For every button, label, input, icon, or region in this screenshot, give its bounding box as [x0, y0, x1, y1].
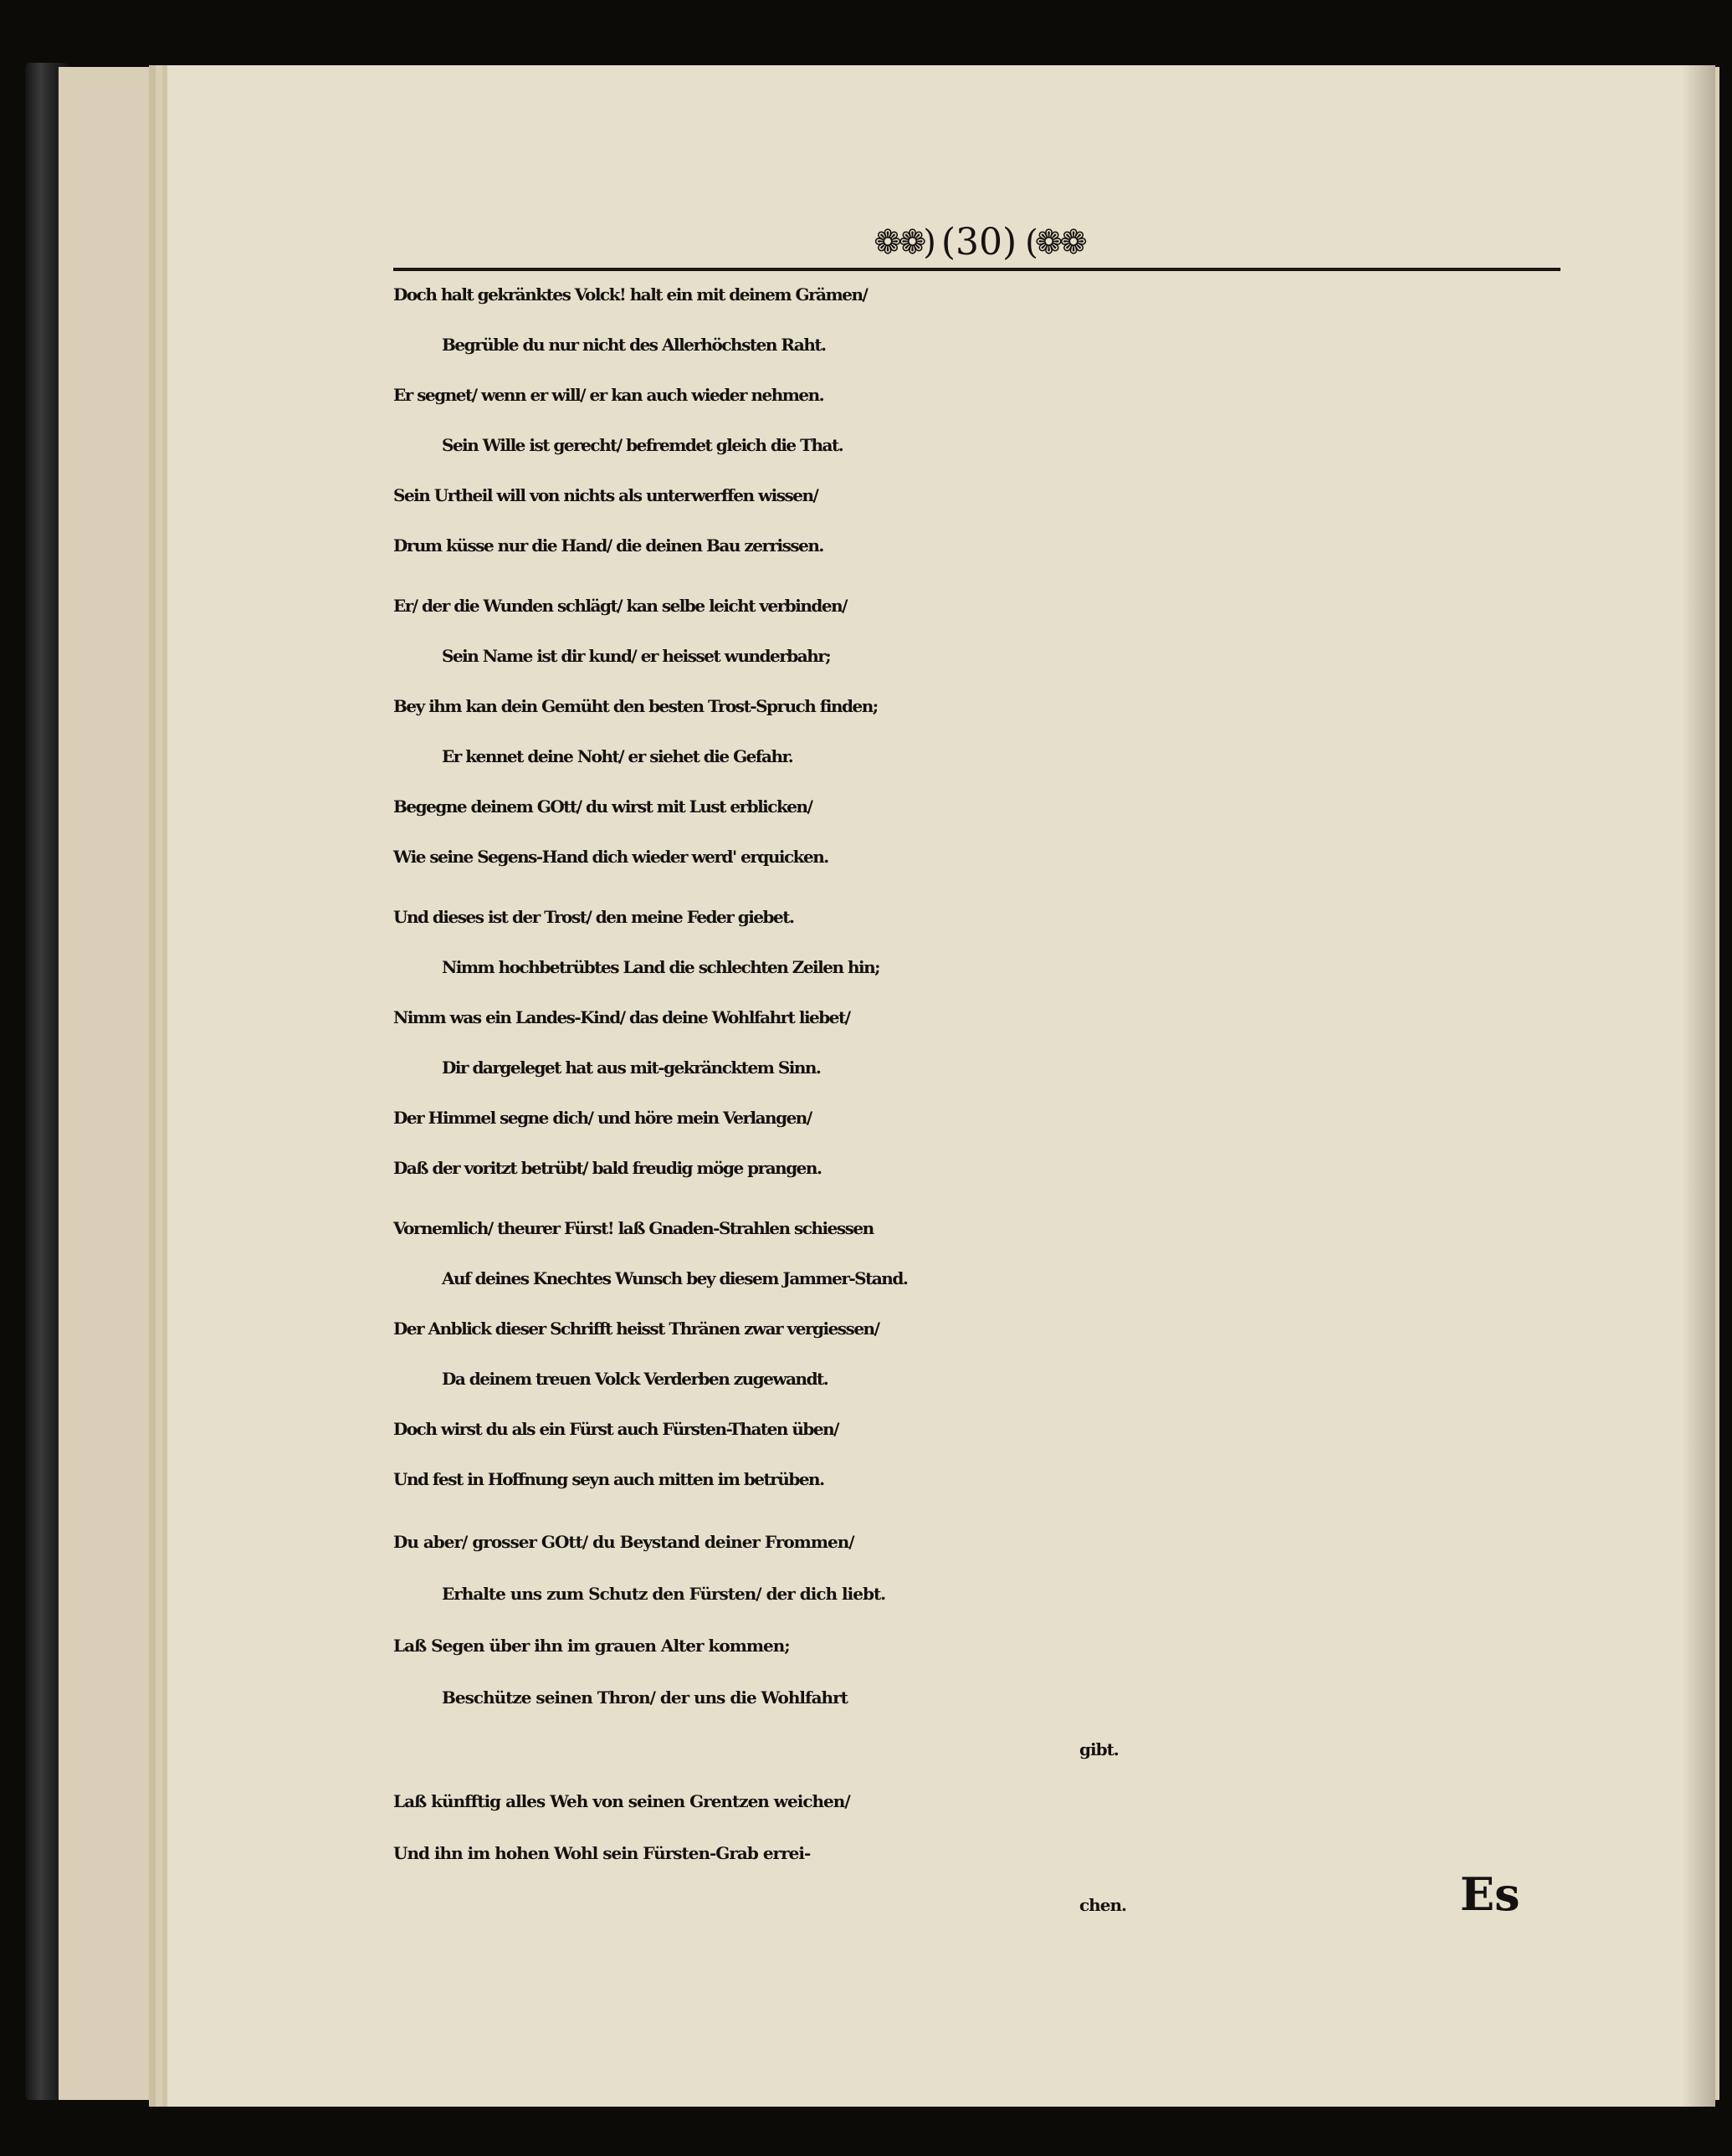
verse-line: Nimm hochbetrübtes Land die schlechten Zeilen hin; — [442, 957, 880, 977]
ornament-left: ❁❁) — [874, 223, 933, 262]
verse-line: Er segnet/ wenn er will/ er kan auch wieder nehmen. — [393, 385, 824, 405]
verse-line: Begegne deinem GOtt/ du wirst mit Lust erblicken/ — [393, 796, 812, 817]
verse-line: Er kennet deine Noht/ er siehet die Gefahr. — [442, 746, 793, 766]
verse-line: Begrüble du nur nicht des Allerhöchsten Raht. — [442, 335, 826, 355]
catchword: Es — [1460, 1867, 1520, 1921]
page-header — [803, 218, 1155, 268]
verse-line: Du aber/ grosser GOtt/ du Beystand deiner Frommen/ — [393, 1532, 854, 1552]
stanza-5 — [393, 1516, 1581, 1931]
verse-line: Und dieses ist der Trost/ den meine Feder giebet. — [393, 907, 794, 927]
verse-line: Da deinem treuen Volck Verderben zugewandt. — [442, 1369, 828, 1389]
verse-line: Sein Name ist dir kund/ er heisset wunderbahr; — [442, 646, 831, 666]
ornament-right: (❁❁ — [1025, 223, 1084, 262]
gutter-shadow — [1682, 65, 1715, 2107]
verse-line: Der Anblick dieser Schrifft heisst Thränen zwar vergiessen/ — [393, 1319, 879, 1339]
verse-line: Doch wirst du als ein Fürst auch Fürsten-Thaten üben/ — [393, 1419, 838, 1439]
verse-line-turnover: gibt. — [1079, 1739, 1119, 1759]
verse-line-turnover: chen. — [1079, 1895, 1126, 1915]
stanza-4 — [393, 1203, 1581, 1504]
verse-line: Laß Segen über ihn im grauen Alter kommen; — [393, 1636, 790, 1656]
verse-line: Daß der voritzt betrübt/ bald freudig möge prangen. — [393, 1158, 822, 1178]
verse-line: Der Himmel segne dich/ und höre mein Verlangen/ — [393, 1108, 812, 1128]
poem-text — [393, 269, 1581, 1915]
verse-line: Wie seine Segens-Hand dich wieder werd' erquicken. — [393, 847, 828, 867]
verse-line: Bey ihm kan dein Gemüht den besten Trost-Spruch finden; — [393, 696, 878, 716]
verse-line: Und ihn im hohen Wohl sein Fürsten-Grab errei- — [393, 1843, 811, 1863]
verse-line: Nimm was ein Landes-Kind/ das deine Wohlfahrt liebet/ — [393, 1007, 850, 1027]
verse-line: Vornemlich/ theurer Fürst! laß Gnaden-Strahlen schiessen — [393, 1218, 874, 1238]
verse-line: Er/ der die Wunden schlägt/ kan selbe leicht verbinden/ — [393, 596, 847, 616]
verse-line: Drum küsse nur die Hand/ die deinen Bau zerrissen. — [393, 535, 823, 556]
verse-line: Sein Urtheil will von nichts als unterwerffen wissen/ — [393, 485, 818, 505]
stanza-3 — [393, 892, 1581, 1193]
verse-line: Laß künfftig alles Weh von seinen Grentzen weichen/ — [393, 1791, 850, 1811]
page-number: (30) — [940, 221, 1017, 264]
verse-line: Beschütze seinen Thron/ der uns die Wohlfahrt — [442, 1687, 848, 1708]
stanza-1 — [393, 269, 1581, 571]
verse-line: Erhalte uns zum Schutz den Fürsten/ der dich liebt. — [442, 1584, 886, 1604]
verse-line: Doch halt gekränktes Volck! halt ein mit deinem Grämen/ — [393, 284, 868, 305]
stanza-2 — [393, 581, 1581, 882]
verse-line: Sein Wille ist gerecht/ befremdet gleich die That. — [442, 435, 843, 455]
verse-line: Auf deines Knechtes Wunsch bey diesem Jammer-Stand. — [442, 1268, 908, 1288]
verse-line: Und fest in Hoffnung seyn auch mitten im betrüben. — [393, 1469, 824, 1489]
verse-line: Dir dargeleget hat aus mit-gekräncktem Sinn. — [442, 1058, 821, 1078]
